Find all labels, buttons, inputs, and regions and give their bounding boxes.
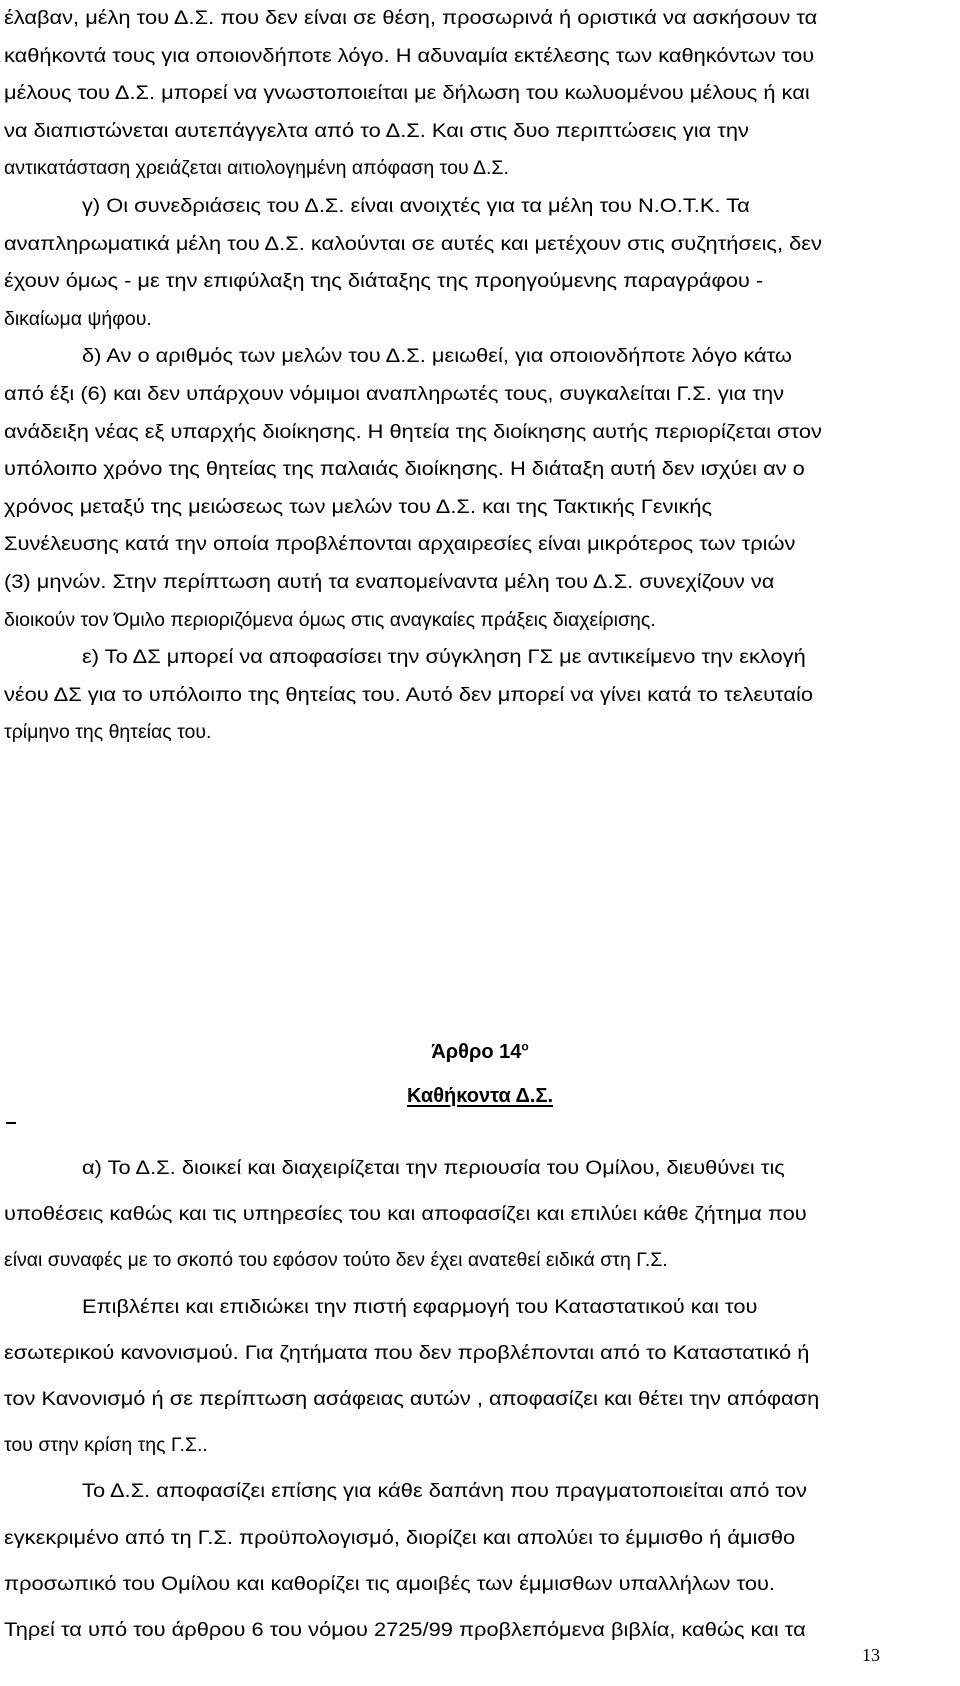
text-line bbox=[0, 1473, 960, 1509]
text-line bbox=[0, 1242, 960, 1278]
text-line bbox=[0, 1381, 960, 1417]
text-line-content: έλαβαν, μέλη του Δ.Σ. που δεν είναι σε θέση, προσωρινά ή οριστικά να ασκήσουν τα bbox=[4, 7, 818, 29]
text-line bbox=[0, 1289, 960, 1325]
article-title-superscript: ο bbox=[521, 1039, 529, 1054]
text-line bbox=[0, 75, 960, 111]
text-line bbox=[0, 639, 960, 675]
text-line bbox=[0, 113, 960, 149]
article-subtitle-row bbox=[0, 1081, 960, 1111]
text-line-content: έχουν όμως - με την επιφύλαξη της διάταξης της προηγούμενης παραγράφου - bbox=[4, 270, 764, 293]
dash-mark bbox=[6, 1122, 16, 1124]
text-line-content: καθήκοντά τους για οποιονδήποτε λόγο. Η αδυναμία εκτέλεσης των καθηκόντων του bbox=[4, 44, 815, 67]
text-line-content: του στην κρίση της Γ.Σ.. bbox=[4, 1434, 208, 1457]
text-line-content: από έξι (6) και δεν υπάρχουν νόμιμοι αναπληρωτές τους, συγκαλείται Γ.Σ. για την bbox=[4, 383, 785, 405]
text-line bbox=[0, 0, 960, 36]
text-line bbox=[0, 38, 960, 74]
text-line-content: δ) Αν ο αριθμός των μελών του Δ.Σ. μειωθεί, για οποιονδήποτε λόγο κάτω bbox=[82, 345, 792, 368]
text-line-content: διοικούν τον Όμιλο περιοριζόμενα όμως στις αναγκαίες πράξεις διαχείρισης. bbox=[4, 608, 656, 631]
text-line bbox=[0, 188, 960, 224]
text-line-content: (3) μηνών. Στην περίπτωση αυτή τα εναπομείναντα μέλη του Δ.Σ. συνεχίζουν να bbox=[4, 571, 775, 593]
text-line-content: χρόνος μεταξύ της μειώσεως των μελών του Δ.Σ. και της Τακτικής Γενικής bbox=[4, 495, 713, 518]
text-line-content: υποθέσεις καθώς και τις υπηρεσίες του και αποφασίζει και επιλύει κάθε ζήτημα που bbox=[4, 1203, 807, 1226]
text-line-content: μέλους του Δ.Σ. μπορεί να γνωστοποιείται με δήλωση του κωλυομένου μέλους ή και bbox=[4, 82, 810, 105]
text-line-content: αναπληρωματικά μέλη του Δ.Σ. καλούνται σε αυτές και μετέχουν στις συζητήσεις, δεν bbox=[4, 232, 822, 255]
text-line bbox=[0, 338, 960, 374]
article-title: Άρθρο 14 bbox=[431, 1041, 522, 1063]
text-line bbox=[0, 451, 960, 487]
text-line bbox=[0, 301, 960, 337]
text-line-content: εσωτερικού κανονισμού. Για ζητήματα που δεν προβλέπονται από το Καταστατικό ή bbox=[4, 1341, 810, 1364]
text-line-content: Συνέλευσης κατά την οποία προβλέπονται αρχαιρεσίες είναι μικρότερος των τριών bbox=[4, 533, 796, 556]
text-line bbox=[0, 226, 960, 262]
text-line-content: α) Το Δ.Σ. διοικεί και διαχειρίζεται την περιουσία του Ομίλου, διευθύνει τις bbox=[82, 1157, 785, 1179]
text-line bbox=[0, 714, 960, 750]
text-line-content: ανάδειξη νέας εξ υπαρχής διοίκησης. Η θητεία της διοίκησης αυτής περιορίζεται στον bbox=[4, 420, 822, 443]
article-heading bbox=[0, 1037, 960, 1067]
text-line bbox=[0, 602, 960, 638]
article-subtitle: Καθήκοντα Δ.Σ. bbox=[406, 1085, 554, 1107]
text-line bbox=[0, 564, 960, 600]
text-line bbox=[0, 1520, 960, 1556]
text-line bbox=[0, 263, 960, 299]
text-line-content: υπόλοιπο χρόνο της θητείας της παλαιάς διοίκησης. Η διάταξη αυτή δεν ισχύει αν ο bbox=[4, 458, 805, 481]
page-number: 13 bbox=[862, 1645, 880, 1665]
text-line-content: είναι συναφές με το σκοπό του εφόσον τούτο δεν έχει ανατεθεί ειδικά στη Γ.Σ. bbox=[4, 1249, 668, 1272]
text-line bbox=[0, 1566, 960, 1602]
text-line-content: δικαίωμα ψήφου. bbox=[4, 307, 152, 330]
text-line bbox=[0, 489, 960, 525]
text-line-content: Επιβλέπει και επιδιώκει την πιστή εφαρμογή του Καταστατικού και του bbox=[82, 1295, 758, 1318]
text-line-content: τον Κανονισμό ή σε περίπτωση ασάφειας αυτών , αποφασίζει και θέτει την απόφαση bbox=[4, 1388, 820, 1410]
text-line-content: αντικατάσταση χρειάζεται αιτιολογημένη απόφαση του Δ.Σ. bbox=[4, 157, 509, 180]
text-line bbox=[0, 677, 960, 713]
text-line bbox=[0, 414, 960, 450]
text-line bbox=[0, 150, 960, 186]
text-line bbox=[0, 1196, 960, 1232]
text-line-content: να διαπιστώνεται αυτεπάγγελτα από το Δ.Σ. Και στις δυο περιπτώσεις για την bbox=[4, 119, 749, 142]
text-line-content: νέου ΔΣ για το υπόλοιπο της θητείας του. Αυτό δεν μπορεί να γίνει κατά το τελευταίο bbox=[4, 683, 814, 706]
text-line-content: εγκεκριμένο από τη Γ.Σ. προϋπολογισμό, διορίζει και απολύει το έμμισθο ή άμισθο bbox=[4, 1526, 796, 1549]
text-line bbox=[0, 1612, 960, 1648]
text-line bbox=[0, 376, 960, 412]
text-line bbox=[0, 526, 960, 562]
text-line bbox=[0, 1335, 960, 1371]
text-line bbox=[0, 1427, 960, 1463]
text-line-content: ε) Το ΔΣ μπορεί να αποφασίσει την σύγκληση ΓΣ με αντικείμενο την εκλογή bbox=[82, 646, 806, 669]
text-line-content: τρίμηνο της θητείας του. bbox=[4, 721, 212, 744]
text-line-content: Τηρεί τα υπό του άρθρου 6 του νόμου 2725/99 προβλεπόμενα βιβλία, καθώς και τα bbox=[4, 1619, 806, 1641]
text-line bbox=[0, 1150, 960, 1186]
text-line-content: Το Δ.Σ. αποφασίζει επίσης για κάθε δαπάνη που πραγματοποιείται από τον bbox=[82, 1480, 807, 1503]
text-line-content: γ) Οι συνεδριάσεις του Δ.Σ. είναι ανοιχτές για τα μέλη του Ν.Ο.Τ.Κ. Τα bbox=[82, 195, 750, 217]
text-line-content: προσωπικό του Ομίλου και καθορίζει τις αμοιβές των έμμισθων υπαλλήλων του. bbox=[4, 1572, 776, 1595]
